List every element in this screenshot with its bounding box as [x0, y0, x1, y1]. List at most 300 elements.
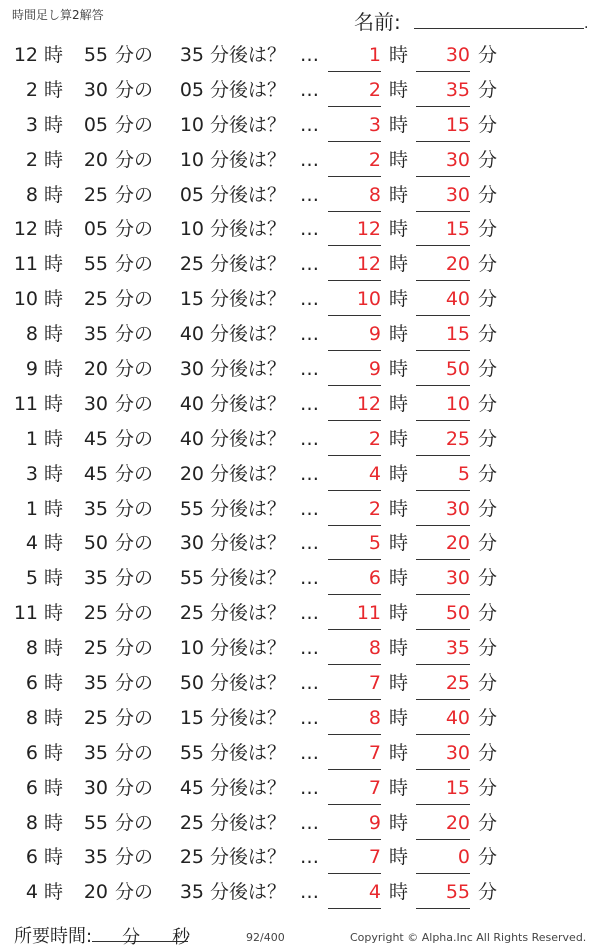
- after-label: 分後は？: [210, 148, 287, 171]
- start-minute: 45: [83, 427, 108, 450]
- minute-label: 分: [478, 113, 498, 136]
- minutes-of-label: 分の: [115, 741, 154, 764]
- start-minute: 55: [83, 44, 108, 66]
- hour-label: 時: [44, 497, 64, 520]
- hour-label: 時: [389, 637, 409, 660]
- start-minute: 55: [83, 253, 108, 276]
- start-minute: 30: [83, 392, 108, 415]
- hour-label: 時: [389, 392, 409, 415]
- minutes-of-label: 分の: [115, 288, 154, 311]
- minute-label: 分: [478, 846, 498, 869]
- problem-row: [0, 247, 600, 282]
- minute-label: 分: [478, 288, 498, 311]
- problem-row: [0, 317, 600, 352]
- minutes-of-label: 分の: [115, 811, 154, 834]
- ellipsis: …: [300, 497, 319, 520]
- minute-label: 分: [478, 672, 498, 695]
- hour-label: 時: [44, 706, 64, 729]
- ellipsis: …: [300, 113, 319, 136]
- hour-label: 時: [44, 881, 64, 904]
- answer-hour: 4: [328, 875, 381, 909]
- ellipsis: …: [300, 741, 319, 764]
- name-line: [414, 28, 584, 29]
- start-hour: 6: [25, 741, 38, 764]
- minutes-of-label: 分の: [115, 78, 154, 101]
- answer-minute: 40: [416, 282, 470, 316]
- ellipsis: …: [300, 567, 319, 590]
- problem-list: [0, 38, 600, 910]
- problem-row: [0, 143, 600, 178]
- start-hour: 9: [25, 358, 38, 381]
- start-minute: 25: [83, 637, 108, 660]
- start-minute: 35: [83, 323, 108, 346]
- added-minutes: 10: [179, 113, 204, 136]
- problem-row: [0, 492, 600, 527]
- ellipsis: …: [300, 602, 319, 625]
- answer-minute: 30: [416, 492, 470, 526]
- answer-minute: 20: [416, 247, 470, 281]
- start-hour: 4: [25, 881, 38, 904]
- hour-label: 時: [44, 427, 64, 450]
- problem-row: [0, 840, 600, 875]
- start-minute: 20: [83, 148, 108, 171]
- answer-hour: 7: [328, 666, 381, 700]
- after-label: 分後は？: [210, 846, 287, 869]
- start-hour: 10: [13, 288, 38, 311]
- ellipsis: …: [300, 183, 319, 206]
- answer-minute: 30: [416, 38, 470, 72]
- ellipsis: …: [300, 78, 319, 101]
- hour-label: 時: [389, 183, 409, 206]
- added-minutes: 20: [179, 462, 204, 485]
- added-minutes: 10: [179, 637, 204, 660]
- problem-row: [0, 212, 600, 247]
- minutes-of-label: 分の: [115, 776, 154, 799]
- after-label: 分後は？: [210, 672, 287, 695]
- time-taken-label: 所要時間:: [14, 926, 93, 947]
- hour-label: 時: [44, 183, 64, 206]
- start-minute: 30: [83, 776, 108, 799]
- minutes-of-label: 分の: [115, 706, 154, 729]
- hour-label: 時: [389, 602, 409, 625]
- answer-minute: 35: [416, 73, 470, 107]
- minute-label: 分: [478, 218, 498, 241]
- answer-minute: 15: [416, 317, 470, 351]
- hour-label: 時: [44, 78, 64, 101]
- answer-minute: 55: [416, 875, 470, 909]
- answer-minute: 15: [416, 771, 470, 805]
- problem-row: [0, 108, 600, 143]
- minutes-of-label: 分の: [115, 532, 154, 555]
- after-label: 分後は？: [210, 706, 287, 729]
- after-label: 分後は？: [210, 881, 287, 904]
- hour-label: 時: [389, 881, 409, 904]
- start-minute: 35: [83, 567, 108, 590]
- minutes-of-label: 分の: [115, 323, 154, 346]
- start-hour: 1: [25, 497, 38, 520]
- answer-hour: 6: [328, 561, 381, 595]
- start-minute: 55: [83, 811, 108, 834]
- start-minute: 25: [83, 183, 108, 206]
- start-minute: 45: [83, 462, 108, 485]
- hour-label: 時: [389, 462, 409, 485]
- ellipsis: …: [300, 672, 319, 695]
- answer-minute: 30: [416, 178, 470, 212]
- hour-label: 時: [389, 358, 409, 381]
- hour-label: 時: [389, 846, 409, 869]
- answer-hour: 10: [328, 282, 381, 316]
- minute-label: 分: [478, 44, 498, 66]
- added-minutes: 15: [179, 288, 204, 311]
- problem-row: [0, 422, 600, 457]
- ellipsis: …: [300, 148, 319, 171]
- minute-label: 分: [478, 427, 498, 450]
- start-hour: 6: [25, 846, 38, 869]
- name-label: 名前:: [354, 10, 401, 34]
- after-label: 分後は？: [210, 532, 287, 555]
- answer-hour: 12: [328, 212, 381, 246]
- answer-minute: 25: [416, 666, 470, 700]
- hour-label: 時: [389, 323, 409, 346]
- minutes-of-label: 分の: [115, 846, 154, 869]
- worksheet-title: 時間足し算2解答: [12, 8, 104, 22]
- minute-label: 分: [478, 358, 498, 381]
- problem-row: [0, 38, 600, 73]
- hour-label: 時: [389, 288, 409, 311]
- answer-minute: 25: [416, 422, 470, 456]
- answer-minute: 0: [416, 840, 470, 874]
- added-minutes: 35: [179, 881, 204, 904]
- hour-label: 時: [44, 741, 64, 764]
- answer-hour: 11: [328, 596, 381, 630]
- added-minutes: 45: [179, 776, 204, 799]
- ellipsis: …: [300, 881, 319, 904]
- start-hour: 1: [25, 427, 38, 450]
- answer-hour: 7: [328, 840, 381, 874]
- answer-hour: 3: [328, 108, 381, 142]
- added-minutes: 25: [179, 846, 204, 869]
- time-taken-line: [92, 923, 191, 948]
- start-hour: 11: [13, 253, 38, 276]
- start-minute: 35: [83, 741, 108, 764]
- answer-minute: 20: [416, 526, 470, 560]
- problem-row: [0, 736, 600, 771]
- answer-minute: 15: [416, 212, 470, 246]
- problem-row: [0, 666, 600, 701]
- minutes-of-label: 分の: [115, 44, 154, 66]
- problem-row: [0, 631, 600, 666]
- start-minute: 25: [83, 602, 108, 625]
- added-minutes: 55: [179, 567, 204, 590]
- minutes-of-label: 分の: [115, 253, 154, 276]
- minutes-of-label: 分の: [115, 392, 154, 415]
- added-minutes: 55: [179, 497, 204, 520]
- added-minutes: 50: [179, 672, 204, 695]
- hour-label: 時: [389, 567, 409, 590]
- hour-label: 時: [44, 44, 64, 66]
- hour-label: 時: [44, 392, 64, 415]
- problem-row: [0, 771, 600, 806]
- hour-label: 時: [389, 497, 409, 520]
- ellipsis: …: [300, 462, 319, 485]
- added-minutes: 25: [179, 811, 204, 834]
- added-minutes: 30: [179, 532, 204, 555]
- start-hour: 11: [13, 392, 38, 415]
- hour-label: 時: [389, 741, 409, 764]
- answer-hour: 8: [328, 631, 381, 665]
- hour-label: 時: [44, 358, 64, 381]
- hour-label: 時: [44, 323, 64, 346]
- time-taken: [14, 922, 191, 948]
- minute-label: 分: [478, 392, 498, 415]
- minutes-of-label: 分の: [115, 358, 154, 381]
- answer-hour: 8: [328, 701, 381, 735]
- after-label: 分後は？: [210, 392, 287, 415]
- answer-hour: 5: [328, 526, 381, 560]
- start-minute: 20: [83, 881, 108, 904]
- hour-label: 時: [389, 44, 409, 66]
- hour-label: 時: [44, 253, 64, 276]
- minutes-of-label: 分の: [115, 602, 154, 625]
- ellipsis: …: [300, 532, 319, 555]
- after-label: 分後は？: [210, 358, 287, 381]
- minutes-of-label: 分の: [115, 113, 154, 136]
- minute-label: 分: [478, 323, 498, 346]
- after-label: 分後は？: [210, 44, 287, 66]
- ellipsis: …: [300, 253, 319, 276]
- minute-label: 分: [478, 253, 498, 276]
- hour-label: 時: [44, 602, 64, 625]
- hour-label: 時: [44, 637, 64, 660]
- answer-hour: 12: [328, 247, 381, 281]
- answer-hour: 2: [328, 422, 381, 456]
- ellipsis: …: [300, 776, 319, 799]
- answer-minute: 50: [416, 596, 470, 630]
- minutes-of-label: 分の: [115, 183, 154, 206]
- after-label: 分後は？: [210, 811, 287, 834]
- start-hour: 6: [25, 776, 38, 799]
- added-minutes: 25: [179, 253, 204, 276]
- minute-label: 分: [478, 602, 498, 625]
- added-minutes: 40: [179, 392, 204, 415]
- start-minute: 35: [83, 497, 108, 520]
- start-minute: 35: [83, 672, 108, 695]
- start-hour: 12: [13, 218, 38, 241]
- problem-row: [0, 526, 600, 561]
- start-hour: 11: [13, 602, 38, 625]
- minutes-of-label: 分の: [115, 567, 154, 590]
- hour-label: 時: [389, 148, 409, 171]
- minutes-of-label: 分の: [115, 427, 154, 450]
- ellipsis: …: [300, 427, 319, 450]
- hour-label: 時: [44, 532, 64, 555]
- start-minute: 35: [83, 846, 108, 869]
- problem-row: [0, 596, 600, 631]
- start-hour: 8: [25, 323, 38, 346]
- name-line-end: .: [584, 16, 589, 32]
- answer-minute: 30: [416, 143, 470, 177]
- problem-row: [0, 457, 600, 492]
- ellipsis: …: [300, 811, 319, 834]
- hour-label: 時: [389, 113, 409, 136]
- start-hour: 4: [25, 532, 38, 555]
- hour-label: 時: [44, 113, 64, 136]
- start-hour: 5: [25, 567, 38, 590]
- answer-hour: 9: [328, 317, 381, 351]
- minutes-of-label: 分の: [115, 148, 154, 171]
- ellipsis: …: [300, 44, 319, 66]
- added-minutes: 40: [179, 427, 204, 450]
- ellipsis: …: [300, 637, 319, 660]
- answer-hour: 7: [328, 736, 381, 770]
- start-minute: 05: [83, 218, 108, 241]
- added-minutes: 10: [179, 218, 204, 241]
- problem-row: [0, 806, 600, 841]
- answer-hour: 2: [328, 143, 381, 177]
- ellipsis: …: [300, 218, 319, 241]
- start-hour: 12: [13, 44, 38, 66]
- after-label: 分後は？: [210, 567, 287, 590]
- ellipsis: …: [300, 358, 319, 381]
- minute-label: 分: [478, 183, 498, 206]
- answer-hour: 9: [328, 352, 381, 386]
- problem-row: [0, 561, 600, 596]
- name-field: [354, 4, 590, 34]
- minutes-of-label: 分の: [115, 881, 154, 904]
- answer-hour: 4: [328, 457, 381, 491]
- answer-minute: 5: [416, 457, 470, 491]
- answer-hour: 9: [328, 806, 381, 840]
- answer-minute: 15: [416, 108, 470, 142]
- minutes-of-label: 分の: [115, 637, 154, 660]
- start-minute: 30: [83, 78, 108, 101]
- answer-minute: 10: [416, 387, 470, 421]
- added-minutes: 40: [179, 323, 204, 346]
- copyright: Copyright © Alpha.Inc All Rights Reserved.: [350, 931, 587, 944]
- hour-label: 時: [44, 462, 64, 485]
- minutes-of-label: 分の: [115, 672, 154, 695]
- start-minute: 05: [83, 113, 108, 136]
- ellipsis: …: [300, 288, 319, 311]
- added-minutes: 10: [179, 148, 204, 171]
- time-min-label: 分: [122, 927, 141, 948]
- after-label: 分後は？: [210, 113, 287, 136]
- added-minutes: 05: [179, 183, 204, 206]
- start-minute: 20: [83, 358, 108, 381]
- minute-label: 分: [478, 741, 498, 764]
- answer-minute: 20: [416, 806, 470, 840]
- problem-row: [0, 73, 600, 108]
- added-minutes: 25: [179, 602, 204, 625]
- after-label: 分後は？: [210, 253, 287, 276]
- added-minutes: 55: [179, 741, 204, 764]
- problem-row: [0, 352, 600, 387]
- answer-minute: 30: [416, 561, 470, 595]
- hour-label: 時: [44, 218, 64, 241]
- answer-minute: 40: [416, 701, 470, 735]
- answer-minute: 30: [416, 736, 470, 770]
- start-hour: 6: [25, 672, 38, 695]
- problem-row: [0, 701, 600, 736]
- hour-label: 時: [44, 288, 64, 311]
- after-label: 分後は？: [210, 183, 287, 206]
- answer-hour: 7: [328, 771, 381, 805]
- hour-label: 時: [44, 672, 64, 695]
- after-label: 分後は？: [210, 741, 287, 764]
- after-label: 分後は？: [210, 218, 287, 241]
- answer-hour: 12: [328, 387, 381, 421]
- added-minutes: 05: [179, 78, 204, 101]
- hour-label: 時: [389, 218, 409, 241]
- minute-label: 分: [478, 462, 498, 485]
- after-label: 分後は？: [210, 288, 287, 311]
- added-minutes: 35: [179, 44, 204, 66]
- minute-label: 分: [478, 78, 498, 101]
- hour-label: 時: [389, 253, 409, 276]
- answer-hour: 1: [328, 38, 381, 72]
- after-label: 分後は？: [210, 637, 287, 660]
- answer-hour: 2: [328, 73, 381, 107]
- problem-row: [0, 387, 600, 422]
- hour-label: 時: [389, 532, 409, 555]
- after-label: 分後は？: [210, 427, 287, 450]
- ellipsis: …: [300, 706, 319, 729]
- added-minutes: 30: [179, 358, 204, 381]
- hour-label: 時: [389, 427, 409, 450]
- start-hour: 3: [25, 462, 38, 485]
- start-hour: 8: [25, 811, 38, 834]
- hour-label: 時: [44, 567, 64, 590]
- minute-label: 分: [478, 706, 498, 729]
- minute-label: 分: [478, 776, 498, 799]
- start-hour: 8: [25, 183, 38, 206]
- start-hour: 8: [25, 637, 38, 660]
- minute-label: 分: [478, 881, 498, 904]
- minutes-of-label: 分の: [115, 497, 154, 520]
- minutes-of-label: 分の: [115, 218, 154, 241]
- problem-row: [0, 875, 600, 910]
- after-label: 分後は？: [210, 776, 287, 799]
- page-count: 92/400: [246, 931, 285, 944]
- after-label: 分後は？: [210, 497, 287, 520]
- ellipsis: …: [300, 323, 319, 346]
- hour-label: 時: [389, 811, 409, 834]
- minutes-of-label: 分の: [115, 462, 154, 485]
- hour-label: 時: [389, 776, 409, 799]
- ellipsis: …: [300, 392, 319, 415]
- minute-label: 分: [478, 497, 498, 520]
- answer-hour: 2: [328, 492, 381, 526]
- after-label: 分後は？: [210, 462, 287, 485]
- ellipsis: …: [300, 846, 319, 869]
- hour-label: 時: [389, 672, 409, 695]
- minute-label: 分: [478, 637, 498, 660]
- answer-hour: 8: [328, 178, 381, 212]
- hour-label: 時: [44, 846, 64, 869]
- answer-minute: 50: [416, 352, 470, 386]
- start-hour: 3: [25, 113, 38, 136]
- start-minute: 25: [83, 288, 108, 311]
- hour-label: 時: [44, 811, 64, 834]
- time-sec-label: 秒: [172, 927, 191, 948]
- start-hour: 2: [25, 148, 38, 171]
- minute-label: 分: [478, 148, 498, 171]
- hour-label: 時: [44, 776, 64, 799]
- start-hour: 2: [25, 78, 38, 101]
- problem-row: [0, 282, 600, 317]
- problem-row: [0, 178, 600, 213]
- start-minute: 50: [83, 532, 108, 555]
